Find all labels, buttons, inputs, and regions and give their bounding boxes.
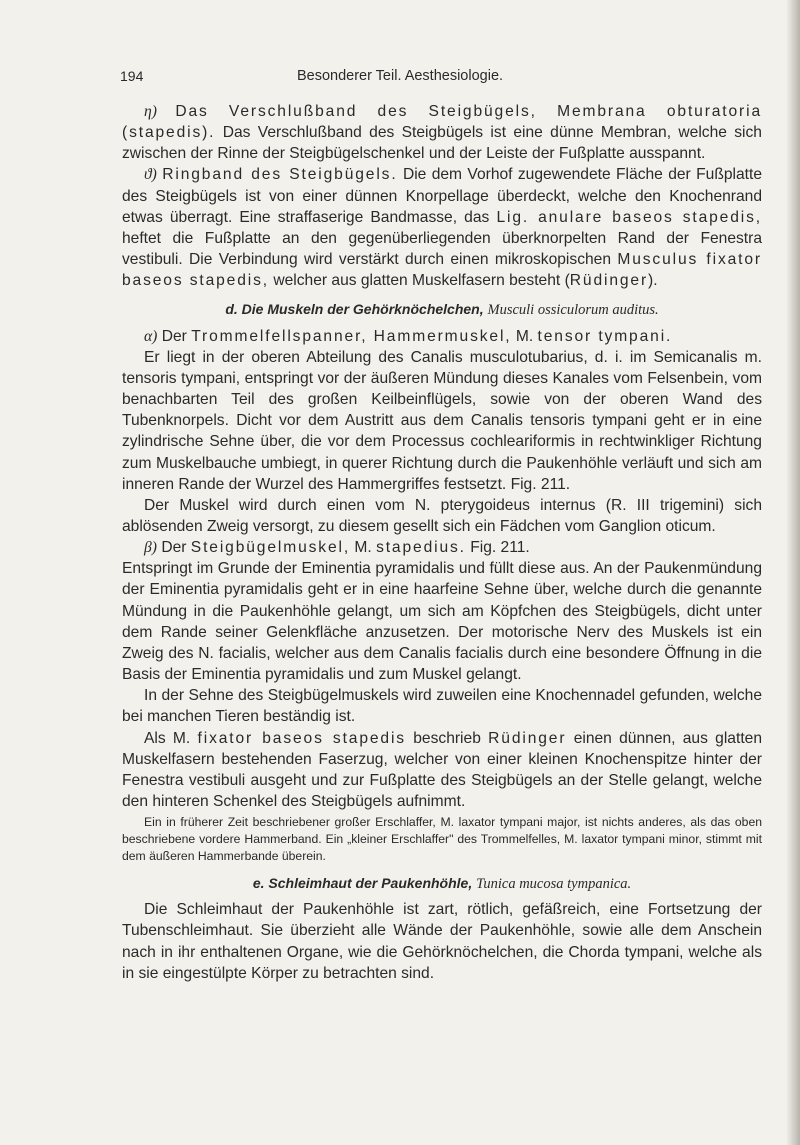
beta-t3c: beschrieb [413,729,481,747]
eta-title: Das Verschlußband des Steigbügels, Membrana obturatoria (stapedis). [122,103,762,142]
page-header [0,68,800,92]
section-e-label: e. [252,875,265,892]
section-e-latin: Tunica mucosa tympanica. [476,876,632,893]
beta-name-1: Steigbügelmuskel, [190,539,351,557]
theta-muscle: Musculus fixator baseos stapedis, [122,251,762,290]
beta-t3a: Als M. [144,729,191,747]
theta-text-1: Die dem Vorhof zugewendete Fläche der Fußplatte des Steigbügels ist von einer dünnen Knorpellage überdeckt, welche den Knochenrand etwas überragt. Eine straffaserige Bandmasse, das [122,166,763,226]
paragraph-beta-needle: In der Sehne des Steigbügelmuskels wird zuweilen eine Knochennadel gefunden, welche bei manchen Tieren beständig ist. [122,687,762,726]
alpha-name-2: tensor tympani. [537,327,673,345]
alpha-marker: α) [144,327,158,345]
section-d-heading [122,299,762,321]
small-note: Ein in früherer Zeit beschriebener großer Erschlaffer, M. laxator tympani major, ist nichts anderes, als das oben beschriebene vordere Hammerband. Ein „kleiner Erschlaffer" des Trommelfelles, M. laxator tympani minor, stimmt mit dem äußeren Hammerbande überein. [122,815,762,864]
paragraph-mucosa: Die Schleimhaut der Paukenhöhle ist zart, rötlich, gefäßreich, eine Fortsetzung der Tubenschleimhaut. Sie überzieht alle Wände der Paukenhöhle, sowie alle dem Anschein nach in ihr enthaltenen Organe, wie die Gehörknöchelchen, die Chorda tympani, welche als in sie eingestülpte Körper zu betrachten sind. [122,901,762,982]
theta-author: Rüdinger [569,272,649,290]
page-number: 194 [120,68,144,84]
beta-t3e: einen dünnen, aus glatten Muskelfasern bestehenden Faserzug, welcher von einer kleinen Knochenspitze hinter der Fenestra vestibuli ausgeht und zur Fußplatte des Steigbügels an der Stelle gelangt, welche den hinteren Schenkel des Steigbügels aufnimmt. [122,729,762,810]
beta-marker: β) [144,539,157,557]
section-d-title: Die Muskeln der Gehörknöchelchen, [241,301,484,318]
paragraph-beta [122,537,762,558]
theta-lig: Lig. anulare baseos stapedis, [496,208,762,226]
alpha-t0: Der [161,327,187,345]
page-body [122,101,762,984]
section-e-title: Schleimhaut der Paukenhöhle, [268,875,473,892]
paragraph-alpha-nerve: Der Muskel wird durch einen vom N. pterygoideus internus (R. III trigemini) sich ablösenden Zweig versorgt, zu diesem gesellt sich ein Fädchen vom Ganglion oticum. [122,496,762,535]
paragraph-theta [122,164,762,291]
section-e-heading [122,873,762,895]
theta-text-3: welcher aus glatten Muskelfasern besteht ( [273,272,570,290]
paragraph-alpha-body: Er liegt in der oberen Abteilung des Canalis musculotubarius, d. i. im Semicanalis m. tensoris tympani, entspringt vor der äußeren Mündung dieses Kanales vom Felsenbein, vom benachbarten Teil des großen Keilbeinflügels, sowie von der oberen Wand des Tubenknorpels. Dicht vor dem Austritt aus dem Canalis tensoris tympani geht er in eine zylindrische Sehne über, die vor dem Processus cochleariformis in rechtwinkliger Richtung zum Muskelbauche umbiegt, in querer Richtung durch die Paukenhöhle verläuft und sich am inneren Rande der Wurzel des Hammergriffes festsetzt. Fig. 211. [122,348,762,493]
theta-text-2: heftet die Fußplatte an den gegenüberliegenden überknorpelten Rand der Fenestra vestibuli. Die Verbindung wird verstärkt durch einen mikroskopischen [122,229,762,269]
paragraph-beta-body: Entspringt im Grunde der Eminentia pyramidalis und füllt diese aus. An der Paukenmündung der Eminentia pyramidalis geht er in eine haarfeine Sehne über, welche durch die genannte Mündung in die Paukenhöhle gelangt, um sich am Köpfchen des Steigbügels, dicht unter dem Rande seiner Gelenkfläche anzusetzen. Der motorische Nerv des Muskels ist ein Zweig des N. facialis, welcher aus dem Canalis facialis durch eine besondere Öffnung in die Basis der Eminentia pyramidalis und zum Muskel gelangt. [122,560,762,684]
beta-t1: M. [354,539,372,557]
running-title: Besonderer Teil. Aesthesiologie. [296,68,504,84]
paragraph-eta [122,101,762,164]
paragraph-alpha [122,326,762,347]
theta-title: Ringband des Steigbügels. [162,166,398,184]
beta-t3d: Rüdinger [488,729,567,747]
theta-marker: ϑ) [144,166,157,184]
beta-t0: Der [161,539,187,557]
paragraph-beta-fixator [122,728,762,813]
section-d-label: d. [225,301,238,318]
eta-marker: η) [144,103,157,120]
eta-text: Das Verschlußband des Steigbügels ist eine dünne Membran, welche sich zwischen der Rinne der Steigbügelschenkel und der Leiste der Fußplatte ausspannt. [122,124,762,163]
page-edge-shadow [786,0,800,1145]
section-d-latin: Musculi ossiculorum auditus. [487,302,659,319]
alpha-t1: M. [515,327,534,345]
beta-t3b: fixator baseos stapedis [197,729,406,747]
theta-text-4: ). [648,272,658,290]
beta-t2: Fig. 211. [470,539,530,557]
beta-name-2: stapedius. [376,539,466,557]
alpha-name-1: Trommelfellspanner, Hammermuskel, [191,327,512,345]
